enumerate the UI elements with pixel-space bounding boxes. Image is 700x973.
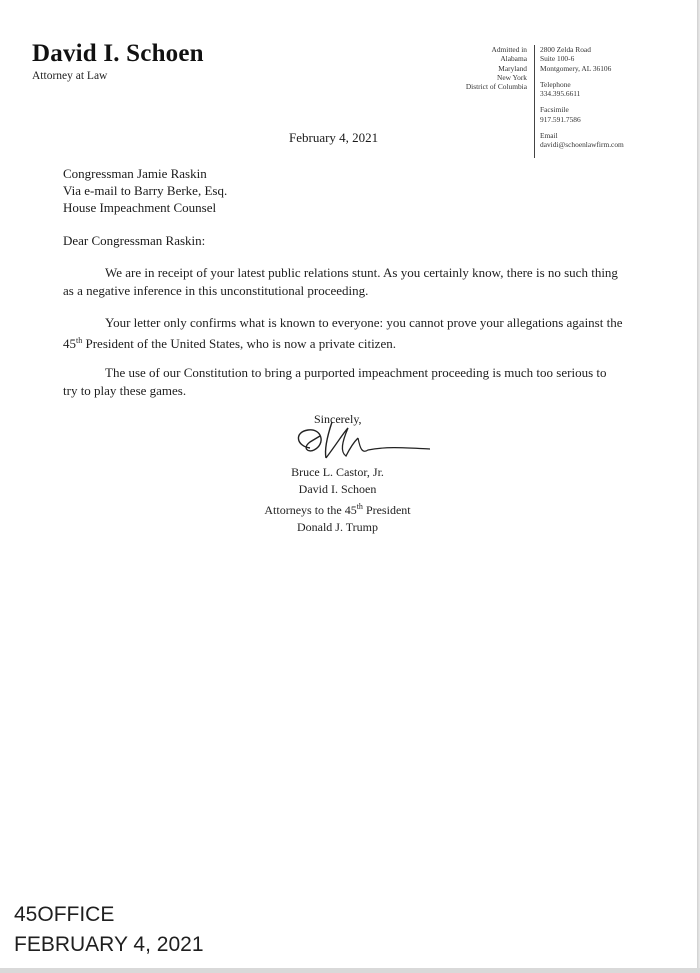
admitted-state: District of Columbia bbox=[465, 82, 527, 92]
image-caption bbox=[14, 900, 204, 960]
recipient-block bbox=[63, 165, 227, 216]
paragraph-2-text-b: President of the United States, who is now a private citizen. bbox=[82, 336, 396, 351]
admitted-state: New York bbox=[497, 72, 527, 82]
bar-admissions bbox=[466, 45, 527, 91]
paragraph-2-text-a: Your letter only confirms what is known to everyone: you cannot prove your allegations against the 45 bbox=[63, 315, 623, 351]
ordinal-suffix: th bbox=[76, 336, 83, 345]
email-label: Email bbox=[540, 131, 558, 141]
address-line: Montgomery, AL 36106 bbox=[540, 63, 612, 73]
salutation: Dear Congressman Raskin: bbox=[63, 233, 206, 248]
recipient-line: Via e-mail to Barry Berke, Esq. bbox=[63, 183, 228, 198]
closing: Sincerely, bbox=[314, 412, 362, 426]
signer-name: David I. Schoen bbox=[298, 482, 377, 496]
signer-role-text-b: President bbox=[362, 503, 411, 517]
admitted-state: Alabama bbox=[500, 54, 527, 64]
email-address: davidi@schoenlawfirm.com bbox=[540, 140, 624, 150]
letterhead-title: Attorney at Law bbox=[32, 70, 108, 82]
signer-role-text-a: Attorneys to the 45 bbox=[264, 503, 357, 517]
contact-block bbox=[540, 45, 624, 150]
address-line: Suite 100-6 bbox=[540, 54, 575, 64]
facsimile-label: Facsimile bbox=[540, 105, 569, 115]
ordinal-suffix: th bbox=[356, 502, 363, 511]
recipient-line: House Impeachment Counsel bbox=[63, 200, 217, 215]
paragraph-1: We are in receipt of your latest public relations stunt. As you certainly know, there is no such thing as a negative inference in this unconstitutional proceeding. bbox=[63, 265, 618, 298]
signature-block bbox=[230, 464, 445, 536]
letterhead-divider bbox=[534, 45, 535, 158]
caption-date: FEBRUARY 4, 2021 bbox=[14, 933, 204, 956]
caption-source: 45OFFICE bbox=[14, 903, 115, 926]
paragraph-2 bbox=[63, 314, 623, 353]
telephone-label: Telephone bbox=[540, 79, 571, 89]
signer-role bbox=[230, 498, 445, 519]
bottom-edge bbox=[0, 968, 700, 973]
client-name: Donald J. Trump bbox=[296, 520, 379, 534]
facsimile-number: 917.591.7586 bbox=[540, 114, 581, 124]
letterhead-name: David I. Schoen bbox=[32, 40, 204, 67]
address-line: 2800 Zelda Road bbox=[540, 45, 591, 54]
admitted-label: Admitted in bbox=[491, 45, 527, 54]
telephone-number: 334.395.6611 bbox=[540, 89, 581, 99]
admitted-state: Maryland bbox=[498, 63, 527, 73]
paragraph-3: The use of our Constitution to bring a purported impeachment proceeding is much too serious to try to play these games. bbox=[63, 365, 607, 398]
letter-date: February 4, 2021 bbox=[289, 130, 379, 145]
recipient-line: Congressman Jamie Raskin bbox=[63, 166, 207, 181]
signer-name: Bruce L. Castor, Jr. bbox=[291, 465, 384, 479]
